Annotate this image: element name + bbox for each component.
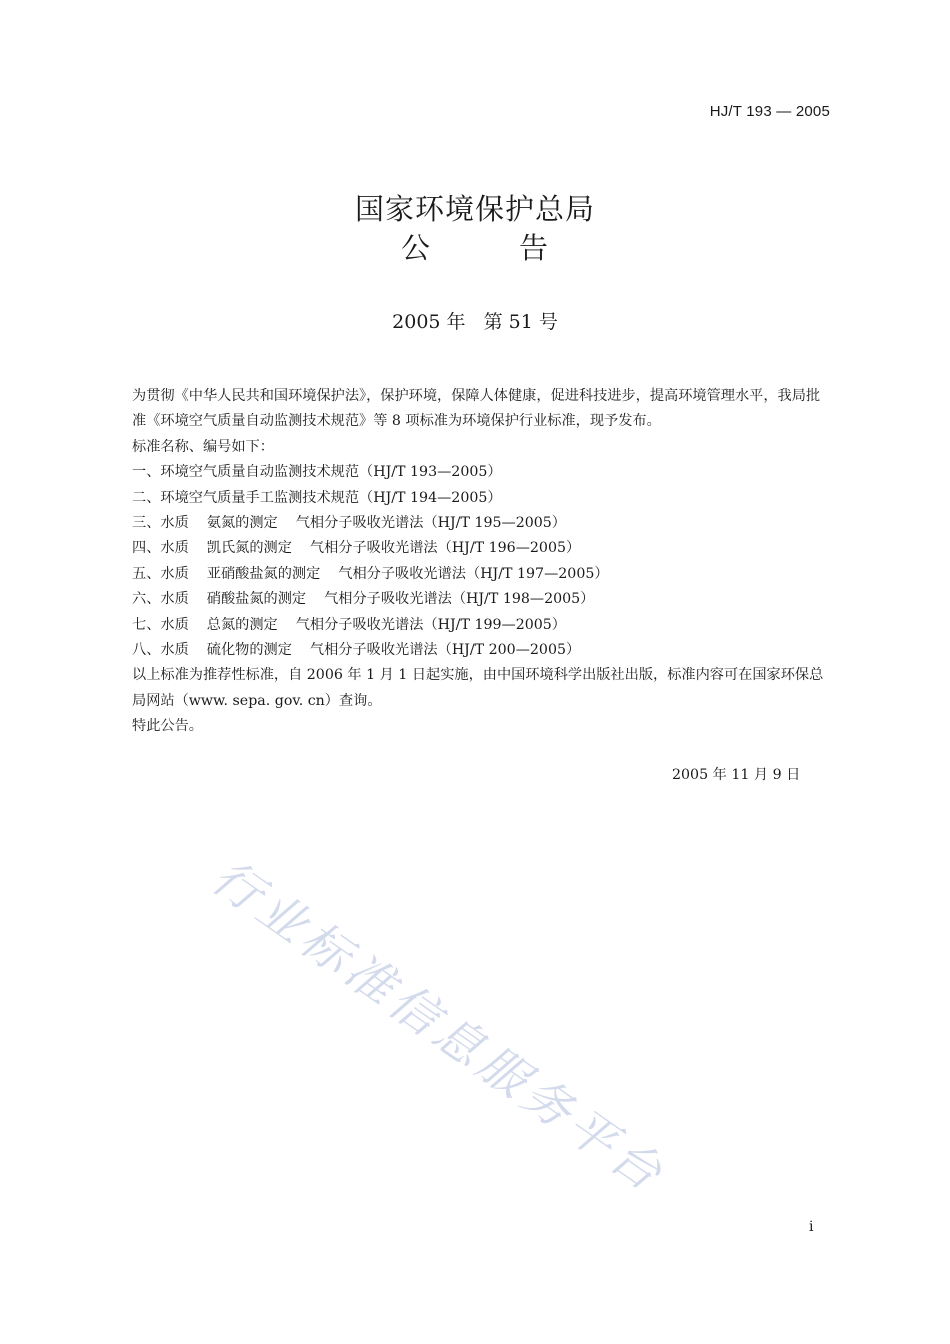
standard-item: 五、水质 亚硝酸盐氮的测定 气相分子吸收光谱法（HJ/T 197—2005） [132,565,609,582]
notice-title-char-1: 公 [400,231,431,265]
title-block [0,190,950,268]
notice-number [0,307,950,334]
standard-item: 二、环境空气质量手工监测技术规范（HJ/T 194—2005） [132,489,502,506]
document-code: HJ/T 193 — 2005 [709,103,830,120]
standards-list [104,460,834,663]
notice-serial: 第 51 号 [483,311,558,333]
standard-item: 八、水质 硫化物的测定 气相分子吸收光谱法（HJ/T 200—2005） [132,642,581,659]
standard-item: 七、水质 总氮的测定 气相分子吸收光谱法（HJ/T 199—2005） [132,616,566,633]
standard-item: 三、水质 氨氮的测定 气相分子吸收光谱法（HJ/T 195—2005） [132,515,566,532]
notice-title [0,228,950,268]
notice-body [104,384,834,740]
closing-line: 特此公告。 [132,718,203,735]
watermark: 行业标准信息服务平台 [201,849,677,1205]
agency-title: 国家环境保护总局 [354,192,595,226]
issue-date: 2005 年 11 月 9 日 [672,767,801,783]
notice-title-char-2: 告 [519,231,550,265]
standard-item: 四、水质 凯氏氮的测定 气相分子吸收光谱法（HJ/T 196—2005） [132,540,581,557]
intro-paragraph: 为贯彻《中华人民共和国环境保护法》，保护环境，保障人体健康，促进科技进步，提高环境管理水平，我局批准《环境空气质量自动监测技术规范》等 8 项标准为环境保护行业标准，现予发布。 [132,388,821,430]
list-heading: 标准名称、编号如下： [132,438,274,455]
notice-year: 2005 年 [392,311,466,333]
implementation-paragraph: 以上标准为推荐性标准，自 2006 年 1 月 1 日起实施，由中国环境科学出版社出版，标准内容可在国家环保总局网站（www. sepa. gov. cn）查询。 [132,667,824,709]
page-number: i [809,1219,814,1235]
standard-item: 六、水质 硝酸盐氮的测定 气相分子吸收光谱法（HJ/T 198—2005） [132,591,595,608]
standard-item: 一、环境空气质量自动监测技术规范（HJ/T 193—2005） [132,464,502,481]
